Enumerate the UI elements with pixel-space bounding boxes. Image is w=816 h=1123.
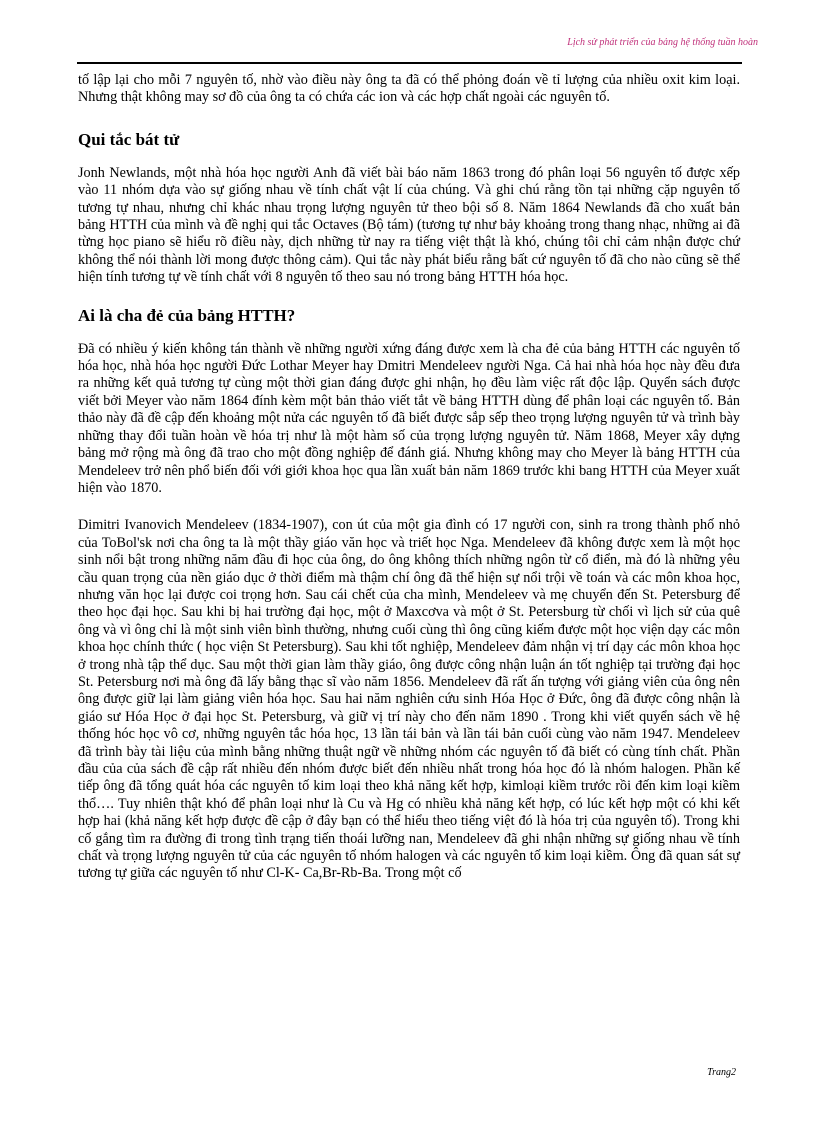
section2-paragraph-2: Dimitri Ivanovich Mendeleev (1834-1907), con út của một gia đình có 17 người con, sinh ra trong thành phố nhỏ của ToBol'sk nơi cha ông ta là một thầy giáo văn học và triết học Nga. Mendeleev đã không được xem là một học sinh nổi bật trong những năm đầu đi học của ông, do ông không thích những ngôn từ cổ điển, mà đó là những yêu cầu quan trọng của nền giáo dục ở thời điểm mà thậm chí ông đã thể hiện sự nổi trội về toán và các môn khoa học, nhưng văn học lại được coi trọng hơn. Sau cái chết của cha mình, Mendeleev và mẹ chuyển đến St. Petersburg để theo học đại học. Sau khi bị hai trường đại học, một ở Maxcơva và một ở St. Petersburg từ chối vì lịch sử của quê ông và vì ông chỉ là một sinh viên bình thường, nhưng cuối cùng thì ông cũng kiếm được một học viện dạy các môn khoa học chính thức ( học viện St Petersburg). Sau khi tốt nghiệp, Mendeleev đảm nhận vị trí dạy các môn khoa học ở trong nhà tập thể dục. Sau một thời gian làm thầy giáo, ông được công nhận luận án tốt nghiệp tại trường đại học St. Petersburg nơi mà ông đã lấy bằng thạc sĩ vào năm 1856. Mendeleev đã rất ấn tượng với giảng viên của ông nên ông được giữ lại làm giảng viên hóa học. Sau hai năm nghiên cứu sinh Hóa Học ở Đức, ông đã được công nhận là giáo sư Hóa Học ở đại học St. Petersburg, và giữ vị trí này cho đến năm 1890 . Trong khi viết quyển sách về hệ thống hóc học vô cơ, những nguyên tắc hóa học, 13 lần tái bản và lần tái bản cuối cùng vào năm 1947. Mendeleev đã trình bày tài liệu của mình bằng những thuật ngữ về những nhóm các nguyên tố đã biết có cùng tính chất. Phần đầu của của sách đề cập rất nhiều đến nhóm được biết đến nhiều nhất trong hóa học đó là nhóm halogen. Phần kế tiếp ông đã tổng quát hóa các nguyên tố kim loại theo khả năng kết hợp, kimloại kiềm trước rồi đến kim loại kiềm thổ…. Tuy nhiên thật khó để phân loại như là Cu và Hg có nhiều khả năng kết hợp, có lúc kết hợp một có khi kết hợp hai (khả năng kết hợp được đề cập ở đây bạn có thể hiểu theo tiếng việt đó là hóa trị của nguyên tố). Trong khi cố gắng tìm ra đường đi trong tình trạng tiến thoái lưỡng nan, Mendeleev đã ghi nhận những sự giống nhau về tính chất và trọng lượng nguyên tử của các nguyên tố nhóm halogen và các nguyên tố kim loại kiềm. Ông đã quan sát sự tương tự giữa các nguyên tố như Cl-K- Ca,Br-Rb-Ba. Trong một cố bbox=[78, 517, 740, 882]
section-heading-father-of-table: Ai là cha đẻ của bảng HTTH? bbox=[78, 305, 296, 325]
section1-paragraph: Jonh Newlands, một nhà hóa học người Anh đã viết bài báo năm 1863 trong đó phân loại 56 nguyên tố được xếp vào 11 nhóm dựa vào sự giống nhau về tính chất vật lí của chúng. Và ghi chú rằng tồn tại những cặp nguyên tố tương tự nhau, nhưng chỉ khác nhau trọng lượng nguyên tử theo bội số 8. Năm 1864 Newlands đã cho xuất bản bảng HTTH của mình và đề nghị qui tắc Octaves (Bộ tám) (tương tự như bảy khoảng trong thang nhạc, những ai đã từng học piano sẽ hiểu rõ điều này, dịch những từ nay ra tiếng việt thật là khó, chúng tôi chỉ cảm nhận được chứ không thể nói thành lời mong được thông cảm). Qui tắc này phát biểu rằng bất cứ nguyên tố đã cho nào cũng sẽ thể hiện tính tương tự về tính chất với 8 nguyên tố theo sau nó trong bảng HTTH hóa học. bbox=[78, 164, 740, 286]
page-content bbox=[78, 72, 740, 883]
header-rule bbox=[77, 62, 742, 64]
section-heading-octave-rule: Qui tắc bát tử bbox=[78, 129, 180, 149]
intro-paragraph: tố lập lại cho mỗi 7 nguyên tố, nhờ vào điều này ông ta đã có thể phỏng đoán về tỉ lượng của nhiều oxit kim loại. Nhưng thật không may sơ đồ của ông ta có chứa các ion và các hợp chất ngoài các nguyên tố. bbox=[78, 72, 740, 106]
running-header-title: Lịch sử phát triển của bảng hệ thống tuần hoàn bbox=[567, 37, 758, 48]
page-number: Trang2 bbox=[707, 1067, 736, 1078]
section2-paragraph-1: Đã có nhiều ý kiến không tán thành về những người xứng đáng được xem là cha đẻ của bảng HTTH các nguyên tố hóa học, nhà hóa học người Đức Lothar Meyer hay Dmitri Mendeleev người Nga. Cả hai nhà hóa học này đều đưa ra những kết quả tương tự cùng một thời gian đáng được ghi nhận, họ đều làm việc rất độc lập. Quyển sách được viết bởi Meyer vào năm 1864 đính kèm một bản thảo viết tắt về bảng HTTH dùng để phân loại các nguyên tố. Bản thảo này đã đề cập đến khoảng một nửa các nguyên tố đã biết được sắp sếp theo trọng lượng nguyên tử và trình bày những thay đổi tuần hoàn về hóa trị như là một hàm số của trọng lượng nguyên tử. Năm 1868, Meyer xây dựng bảng mở rộng mà ông đã trao cho một đồng nghiệp để đánh giá. Nhưng không may cho Meyer là bảng HTTH của Mendeleev trở nên phổ biến đối với giới khoa học qua lần xuất bản năm 1869 trước khi bang HTTH của Meyer xuất hiện vào 1870. bbox=[78, 340, 740, 496]
